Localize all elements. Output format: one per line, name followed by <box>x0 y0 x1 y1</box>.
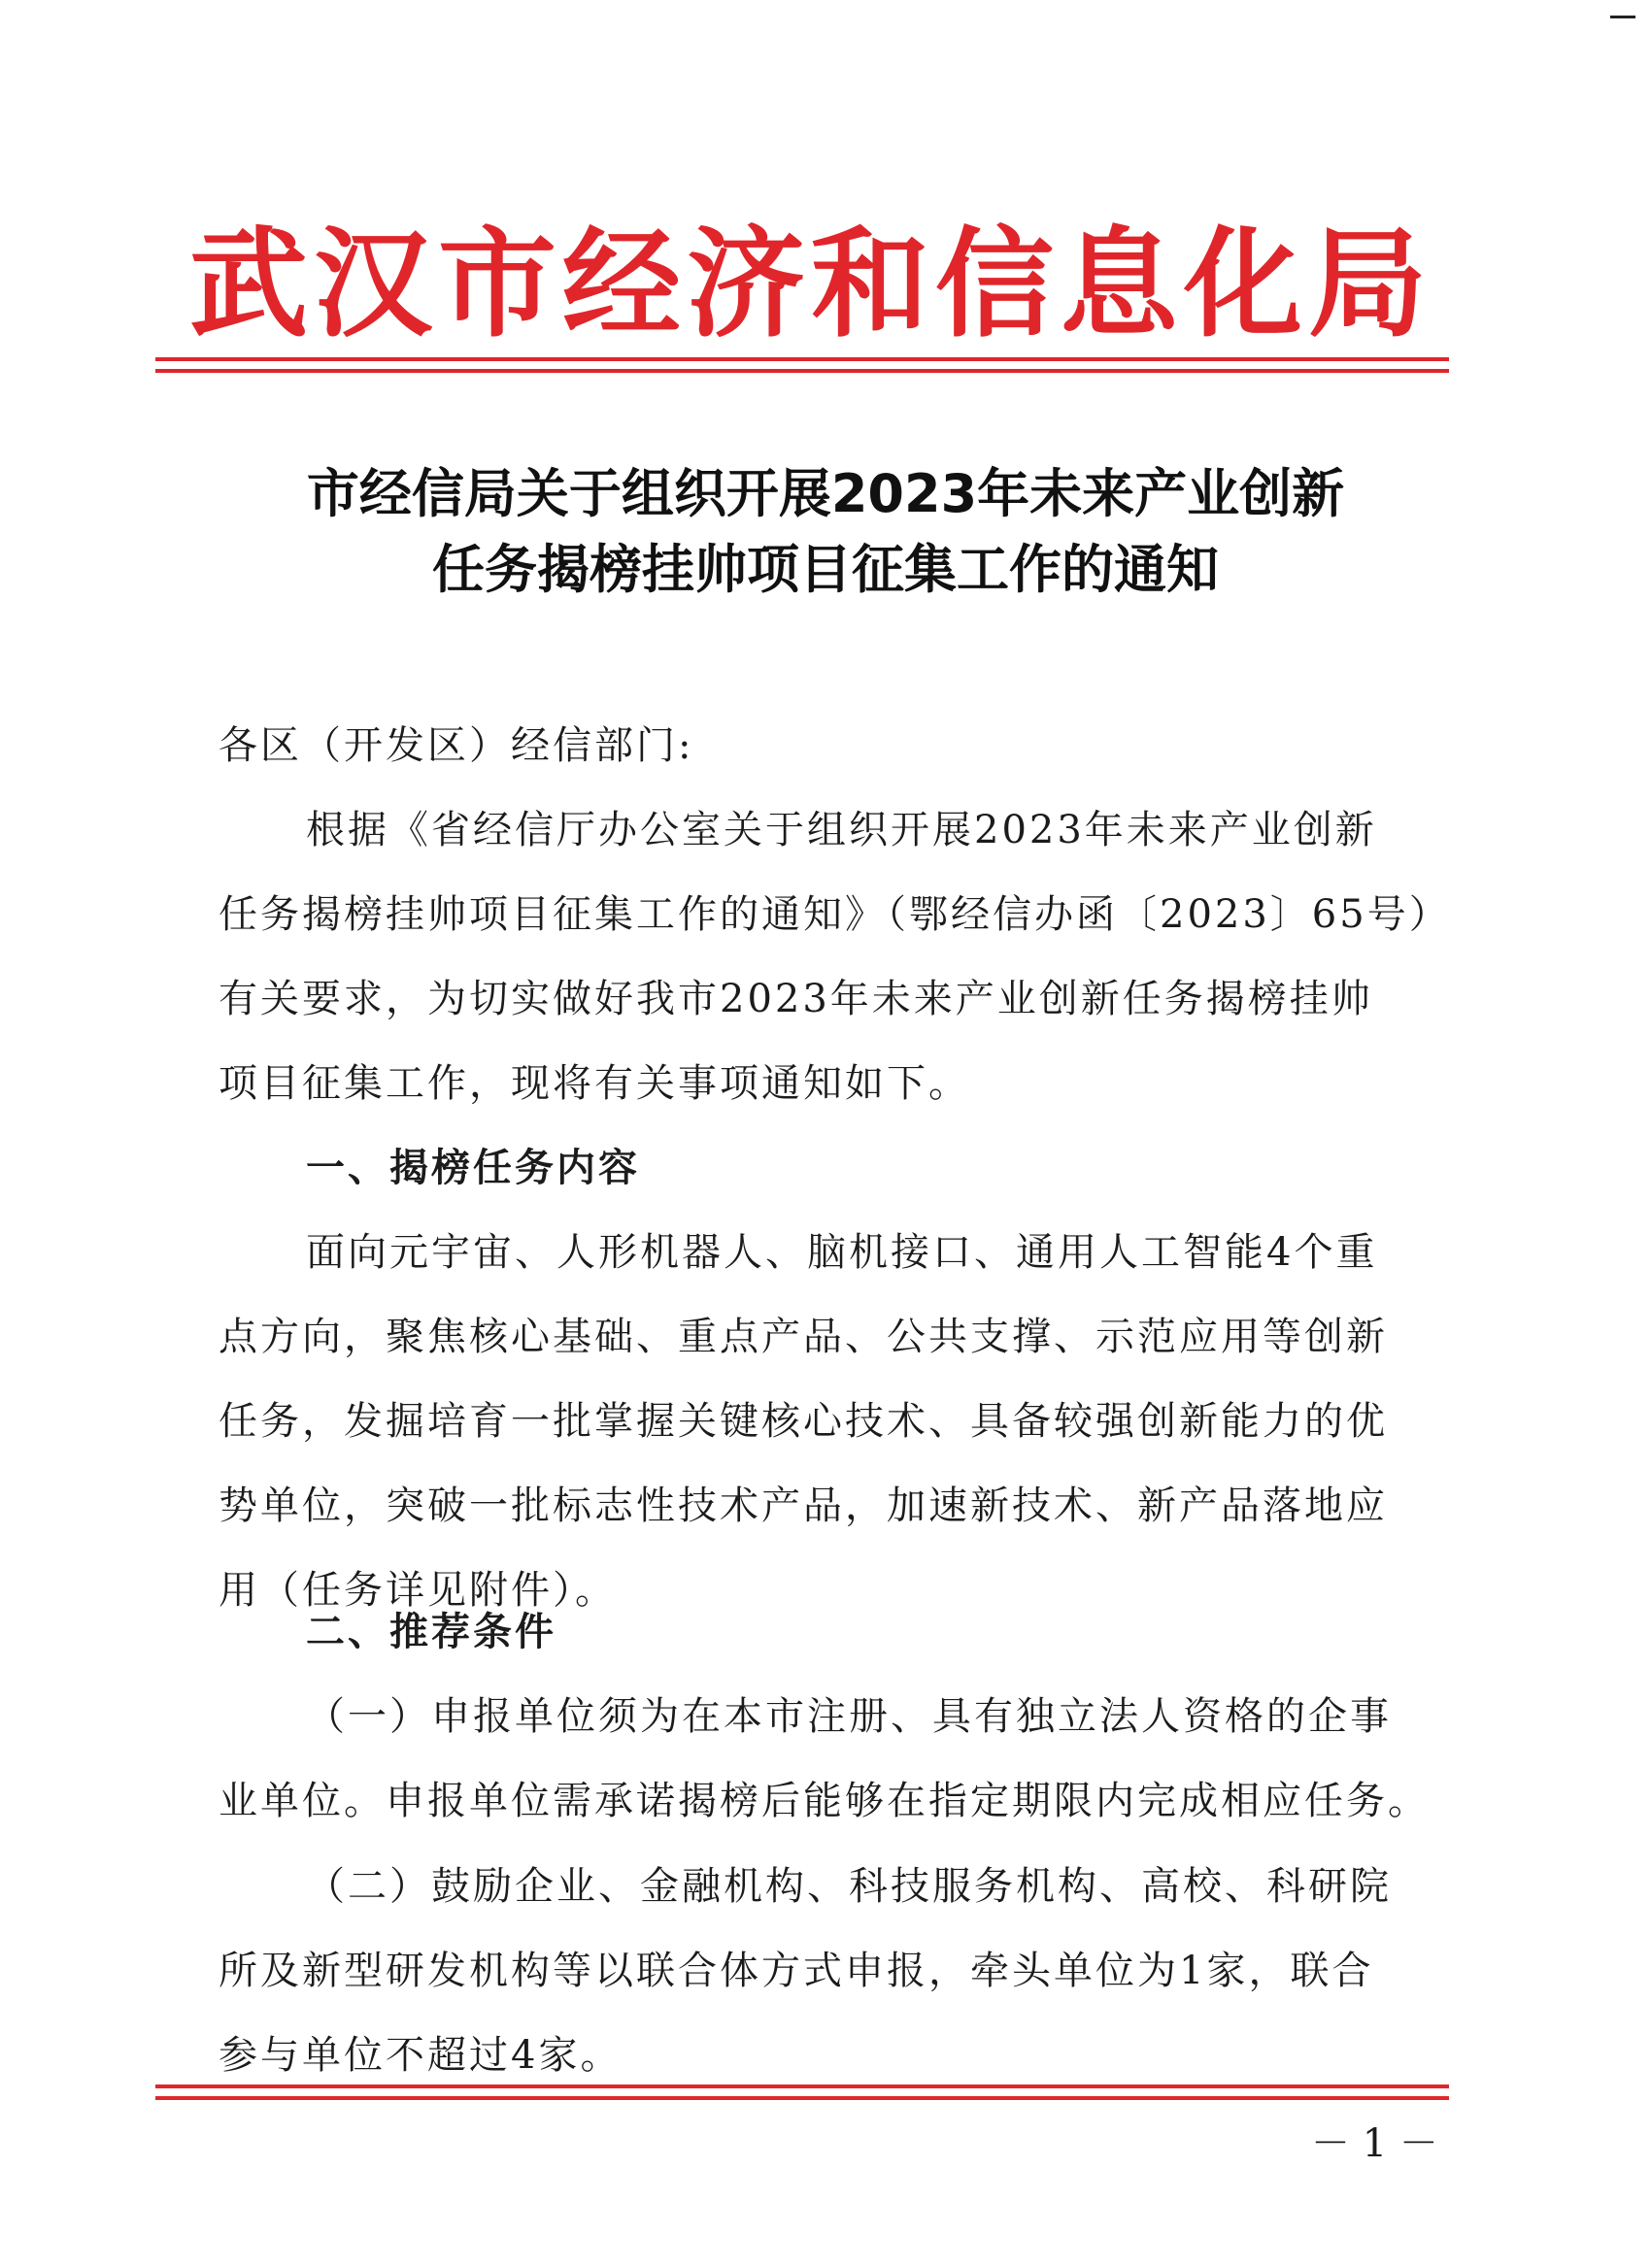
task-content-line: 面向元宇宙、人形机器人、脑机接口、通用人工智能4个重 <box>306 1230 1378 1275</box>
condition-1-line: 业单位。申报单位需承诺揭榜后能够在指定期限内完成相应任务。 <box>219 1779 1430 1823</box>
issuing-authority-masthead: 武汉市经济和信息化局 <box>189 216 1432 353</box>
section-heading-conditions: 二、推荐条件 <box>306 1610 556 1654</box>
task-content-line: 用（任务详见附件）。 <box>219 1568 617 1613</box>
page-number: － 1 － <box>1311 2121 1438 2166</box>
intro-line: 任务揭榜挂帅项目征集工作的通知》（鄂经信办函〔2023〕65号） <box>219 892 1451 937</box>
condition-2-line: 参与单位不超过4家。 <box>219 2033 623 2078</box>
masthead-red-rule-lower <box>155 369 1449 373</box>
document-title-line-1: 市经信局关于组织开展2023年未来产业创新 <box>306 463 1345 524</box>
intro-line: 根据《省经信厅办公室关于组织开展2023年未来产业创新 <box>306 808 1377 852</box>
task-content-paragraph <box>219 1211 1428 1633</box>
intro-paragraph <box>219 788 1451 1126</box>
document-title-line-2: 任务揭榜挂帅项目征集工作的通知 <box>432 539 1219 600</box>
condition-2-paragraph <box>219 1845 1428 2098</box>
footer-red-rule-lower <box>155 2096 1449 2100</box>
scan-corner-mark <box>1610 16 1635 18</box>
intro-line: 有关要求，为切实做好我市2023年未来产业创新任务揭榜挂帅 <box>219 977 1373 1021</box>
task-content-line: 任务，发掘培育一批掌握关键核心技术、具备较强创新能力的优 <box>219 1399 1388 1444</box>
salutation: 各区（开发区）经信部门: <box>219 723 694 768</box>
intro-line: 项目征集工作，现将有关事项通知如下。 <box>219 1061 970 1106</box>
condition-2-line: 所及新型研发机构等以联合体方式申报，牵头单位为1家，联合 <box>219 1949 1374 1993</box>
document-title <box>175 456 1476 608</box>
masthead-red-rule-upper <box>155 357 1449 361</box>
condition-2-line: （二）鼓励企业、金融机构、科技服务机构、高校、科研院 <box>306 1864 1392 1909</box>
section-heading-task-content: 一、揭榜任务内容 <box>306 1146 640 1190</box>
condition-1-line: （一）申报单位须为在本市注册、具有独立法人资格的企事 <box>306 1694 1392 1739</box>
task-content-line: 势单位，突破一批标志性技术产品，加速新技术、新产品落地应 <box>219 1484 1388 1528</box>
condition-1-paragraph <box>219 1675 1428 1844</box>
footer-red-rule-upper <box>155 2085 1449 2088</box>
task-content-line: 点方向，聚焦核心基础、重点产品、公共支撑、示范应用等创新 <box>219 1315 1388 1359</box>
